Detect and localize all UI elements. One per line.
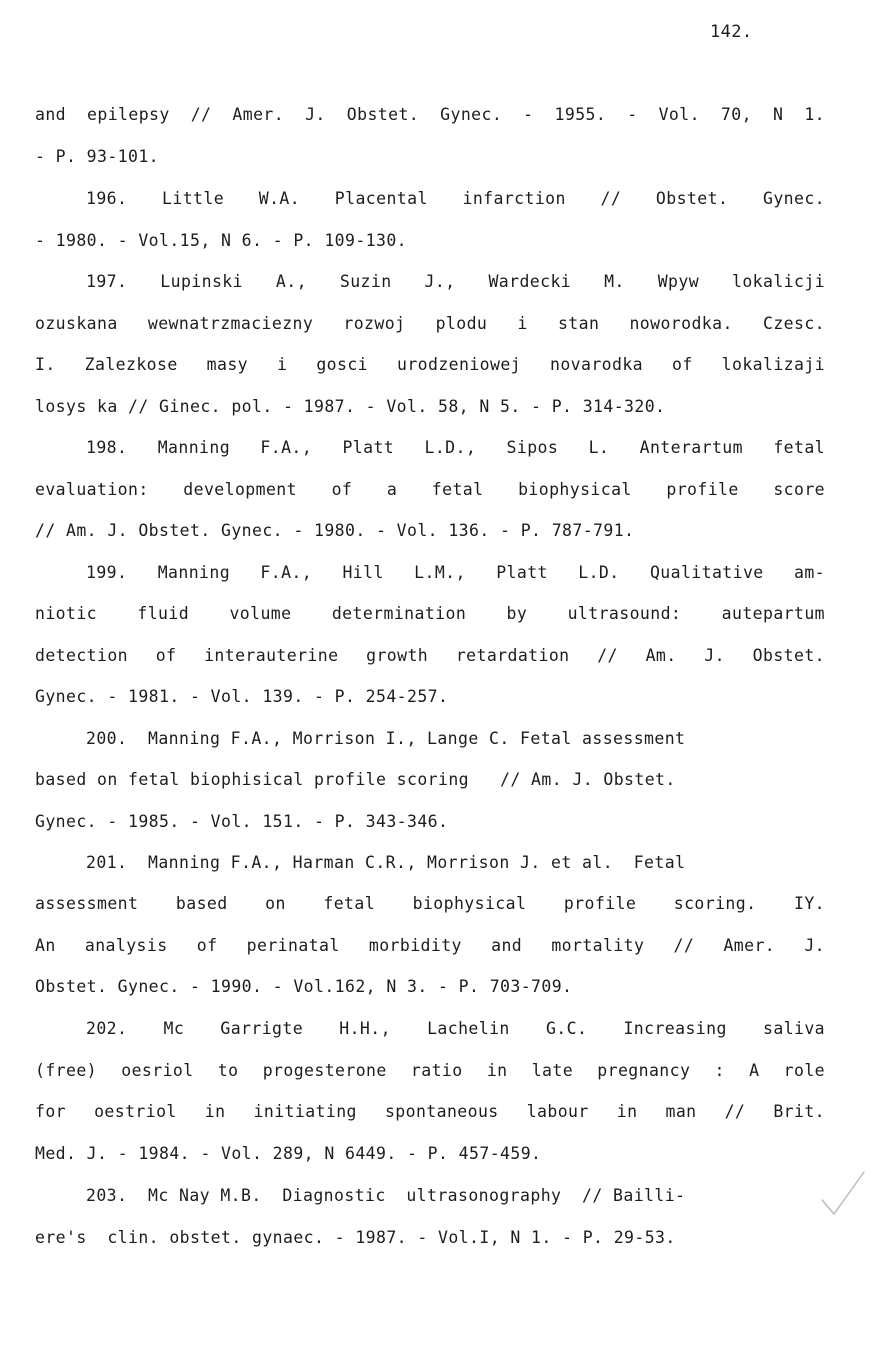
text-line: I. Zalezkose masy i gosci urodzeniowej novarodka of lokalizaji: [35, 355, 825, 374]
text-line: niotic fluid volume determination by ultrasound: autepartum: [35, 604, 825, 623]
text-line: Gynec. - 1985. - Vol. 151. - P. 343-346.: [35, 812, 449, 831]
text-line: evaluation: development of a fetal biophysical profile score: [35, 480, 825, 499]
reference-200: 200. Manning F.A., Morrison I., Lange C. Fetal assessment: [86, 729, 686, 748]
reference-203: 203. Mc Nay M.B. Diagnostic ultrasonography // Bailli-: [86, 1186, 686, 1205]
text-line: Obstet. Gynec. - 1990. - Vol.162, N 3. - P. 703-709.: [35, 977, 573, 996]
text-line: for oestriol in initiating spontaneous labour in man // Brit.: [35, 1102, 825, 1121]
reference-198: 198. Manning F.A., Platt L.D., Sipos L. Anterartum fetal: [86, 438, 825, 457]
text-line: ere's clin. obstet. gynaec. - 1987. - Vol.I, N 1. - P. 29-53.: [35, 1228, 676, 1247]
reference-197: 197. Lupinski A., Suzin J., Wardecki M. Wpyw lokalicji: [86, 272, 825, 291]
text-line: (free) oesriol to progesterone ratio in late pregnancy : A role: [35, 1061, 825, 1080]
text-line: - 1980. - Vol.15, N 6. - P. 109-130.: [35, 231, 408, 250]
text-line: detection of interauterine growth retardation // Am. J. Obstet.: [35, 646, 825, 665]
text-line: losys ka // Ginec. pol. - 1987. - Vol. 58, N 5. - P. 314-320.: [35, 397, 666, 416]
text-line: An analysis of perinatal morbidity and mortality // Amer. J.: [35, 936, 825, 955]
checkmark-icon: [818, 1168, 868, 1224]
text-line: Med. J. - 1984. - Vol. 289, N 6449. - P. 457-459.: [35, 1144, 542, 1163]
reference-196: 196. Little W.A. Placental infarction // Obstet. Gynec.: [86, 189, 825, 208]
reference-201: 201. Manning F.A., Harman C.R., Morrison J. et al. Fetal: [86, 853, 686, 872]
text-line: // Am. J. Obstet. Gynec. - 1980. - Vol. 136. - P. 787-791.: [35, 521, 635, 540]
reference-199: 199. Manning F.A., Hill L.M., Platt L.D. Qualitative am-: [86, 563, 825, 582]
text-line: - P. 93-101.: [35, 147, 160, 166]
reference-202: 202. Mc Garrigte H.H., Lachelin G.C. Increasing saliva: [86, 1019, 825, 1038]
text-line: based on fetal biophisical profile scoring // Am. J. Obstet.: [35, 770, 676, 789]
page-number: 142.: [710, 22, 753, 42]
text-line: Gynec. - 1981. - Vol. 139. - P. 254-257.: [35, 687, 449, 706]
text-line: and epilepsy // Amer. J. Obstet. Gynec. - 1955. - Vol. 70, N 1.: [35, 105, 825, 124]
text-line: assessment based on fetal biophysical profile scoring. IY.: [35, 894, 825, 913]
text-line: ozuskana wewnatrzmaciezny rozwoj plodu i stan noworodka. Czesc.: [35, 314, 825, 333]
